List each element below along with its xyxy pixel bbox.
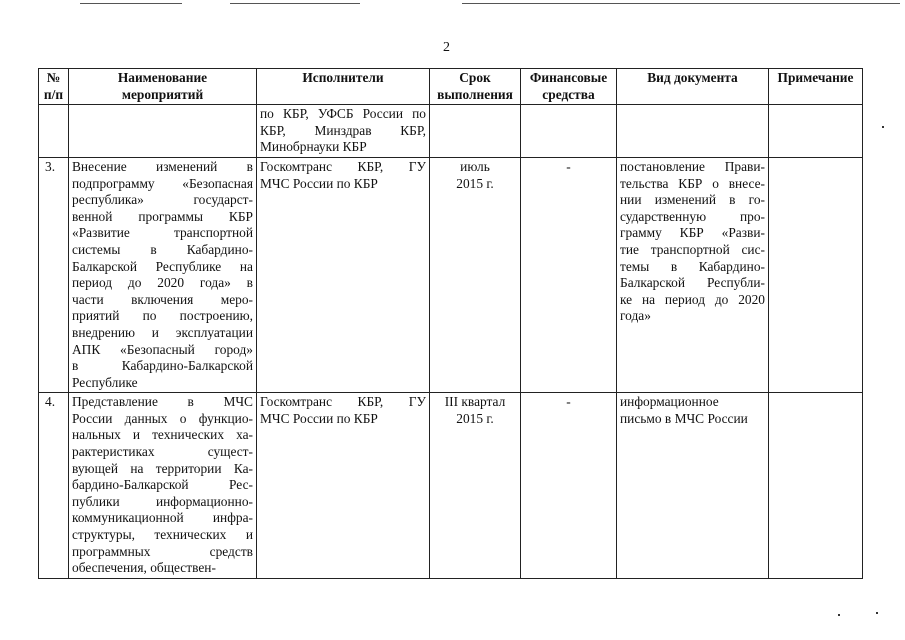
row-number <box>39 105 69 158</box>
note <box>769 393 863 579</box>
event-name <box>69 105 257 158</box>
header-finance: Финансовые средства <box>521 69 617 105</box>
scan-edge-line-right <box>462 3 900 4</box>
table-header-row <box>39 69 863 105</box>
document-type <box>617 105 769 158</box>
scan-speck <box>876 612 878 614</box>
page-number: 2 <box>443 40 450 55</box>
scan-edge-line-middle <box>230 3 360 4</box>
header-name: Наименование мероприятий <box>69 69 257 105</box>
executors: Госкомтранс КБР, ГУ МЧС России по КБР <box>257 157 430 392</box>
finance: - <box>521 157 617 392</box>
header-term: Срок выполнения <box>430 69 521 105</box>
header-executors: Исполнители <box>257 69 430 105</box>
note <box>769 105 863 158</box>
executors: по КБР, УФСБ России по КБР, Минздрав КБР, Минобрнауки КБР <box>257 105 430 158</box>
scan-edge-line-left <box>80 3 182 4</box>
term: III квартал 2015 г. <box>430 393 521 579</box>
table-row <box>39 105 863 158</box>
finance <box>521 105 617 158</box>
header-doc-type: Вид документа <box>617 69 769 105</box>
executors: Госкомтранс КБР, ГУ МЧС России по КБР <box>257 393 430 579</box>
term: июль 2015 г. <box>430 157 521 392</box>
header-num: № п/п <box>39 69 69 105</box>
term <box>430 105 521 158</box>
row-number: 3. <box>39 157 69 392</box>
scan-speck <box>882 126 884 128</box>
event-name: Представление в МЧС России данных о функцио- нальных и технических ха- рактеристиках сущест- вующей на территории Ка- бардино-Балкарской Рес- публики информационно- коммуникационной инфра- структуры, технических и программных средств обеспечения, обществен- <box>69 393 257 579</box>
row-number: 4. <box>39 393 69 579</box>
scan-speck <box>838 614 840 616</box>
events-table <box>38 68 863 579</box>
table-row <box>39 157 863 392</box>
note <box>769 157 863 392</box>
document-type: постановление Прави- тельства КБР о внесе- нии изменений в го- сударственную про- грамму КБР «Разви- тие транспортной сис- темы в Кабардино- Балкарской Республи- ке на период до 2020 года» <box>617 157 769 392</box>
event-name: Внесение изменений в подпрограмму «Безопасная республика» государст- венной программы КБР «Развитие транспортной системы в Кабардино- Балкарской Республике на период до 2020 года» в части включения меро- приятий по построению, внедрению и эксплуатации АПК «Безопасный город» в Кабардино-Балкарской Республике <box>69 157 257 392</box>
header-note: Примечание <box>769 69 863 105</box>
finance: - <box>521 393 617 579</box>
document-type: информационное письмо в МЧС России <box>617 393 769 579</box>
table-row <box>39 393 863 579</box>
